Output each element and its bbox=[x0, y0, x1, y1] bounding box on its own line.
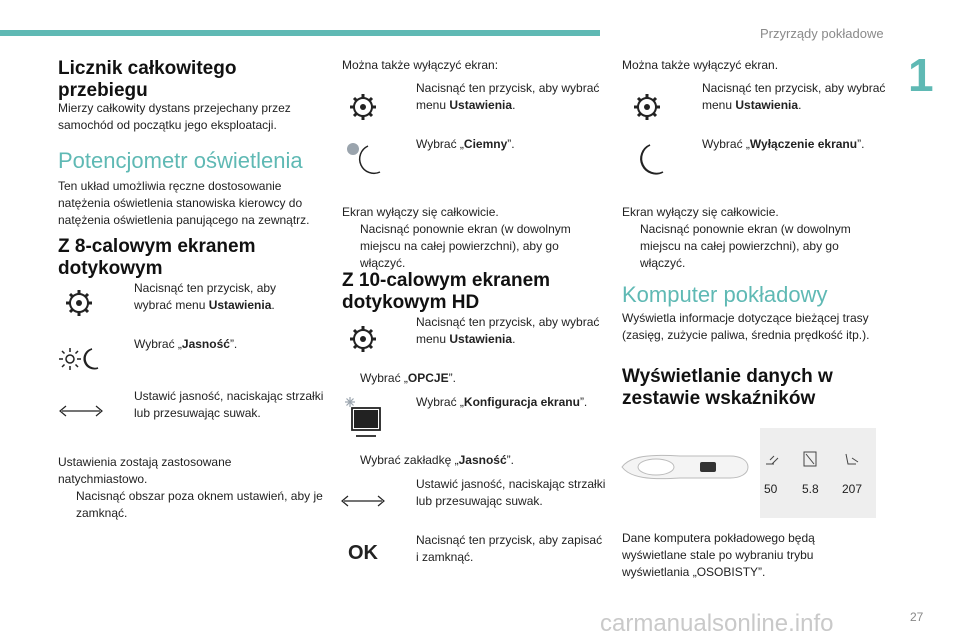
note-applied: Ustawienia zostają zastosowane natychmiastowo. bbox=[58, 455, 232, 486]
col3-off-block bbox=[622, 204, 872, 272]
trip-value-range: 50 bbox=[764, 482, 778, 496]
brightness-icon bbox=[58, 344, 102, 374]
settings-gear-icon bbox=[632, 92, 662, 122]
trip-footer: Dane komputera pokładowego będą wyświetlane stale po wybraniu trybu wyświetlania „OSOBISTY”. bbox=[622, 531, 815, 579]
settings-gear-icon bbox=[64, 288, 94, 318]
heading-komputer: Komputer pokładowy bbox=[622, 282, 828, 307]
col2-intro: Można także wyłączyć ekran: bbox=[342, 58, 499, 72]
potencjometr-text: Ten układ umożliwia ręczne dostosowanie natężenia oświetlenia stanowiska kierowcy do natężenia oświetlenia panującego na zewnątrz. bbox=[58, 179, 310, 227]
chapter-number: 1 bbox=[908, 49, 934, 101]
ok-button[interactable]: OK bbox=[348, 542, 378, 564]
note-block bbox=[58, 454, 324, 522]
heading-potencjometr: Potencjometr oświetlenia bbox=[58, 148, 303, 173]
slider-arrows-icon bbox=[340, 494, 386, 508]
step-col2-2: Wybrać „Ciemny”. bbox=[416, 137, 515, 151]
step-8-2: Wybrać „Jasność”. bbox=[134, 337, 238, 351]
trip-value-consumption: 5.8 bbox=[802, 482, 819, 496]
step-col2-7: Ustawić jasność, naciskając strzałki lub przesuwając suwak. bbox=[416, 477, 606, 508]
section-title: Przyrządy pokładowe bbox=[760, 26, 884, 41]
heading-10-inch: Z 10-calowym ekranem dotykowym HD bbox=[342, 270, 551, 313]
header-bar bbox=[0, 30, 600, 36]
step-8-1: Nacisnąć ten przycisk, aby wybrać menu Ustawienia. bbox=[134, 281, 277, 312]
step-col2-3: Nacisnąć ten przycisk, aby wybrać menu Ustawienia. bbox=[416, 315, 600, 346]
dark-moon-icon bbox=[344, 140, 384, 178]
moon-icon bbox=[630, 142, 666, 178]
trip-value-speed: 207 bbox=[842, 482, 863, 496]
off-restart: Nacisnąć ponownie ekran (w dowolnym miejscu na całej powierzchni), aby go włączyć. bbox=[640, 222, 851, 270]
heading-wyswietlanie: Wyświetlanie danych w zestawie wskaźników bbox=[622, 366, 833, 409]
slider-arrows-icon bbox=[58, 404, 104, 418]
step-col2-5: Wybrać „Konfiguracja ekranu”. bbox=[416, 395, 588, 409]
step-col2-1: Nacisnąć ten przycisk, aby wybrać menu Ustawienia. bbox=[416, 81, 600, 112]
komputer-text: Wyświetla informacje dotyczące bieżącej trasy (zasięg, zużycie paliwa, średnia prędkość itp.). bbox=[622, 311, 870, 342]
speed-icon bbox=[846, 454, 858, 464]
off-restart: Nacisnąć ponownie ekran (w dowolnym miejscu na całej powierzchni), aby go włączyć. bbox=[360, 222, 571, 270]
col3-intro: Można także wyłączyć ekran. bbox=[622, 58, 779, 72]
cluster-display-icon bbox=[620, 452, 750, 482]
settings-gear-icon bbox=[348, 92, 378, 122]
heading-licznik: Licznik całkowitego przebiegu bbox=[58, 58, 237, 101]
range-icon bbox=[766, 456, 778, 464]
licznik-text: Mierzy całkowity dystans przejechany przez samochód od początku jego eksploatacji. bbox=[58, 101, 291, 132]
step-col2-8: Nacisnąć ten przycisk, aby zapisać i zamknąć. bbox=[416, 533, 603, 564]
page-number: 27 bbox=[910, 610, 924, 624]
heading-8-inch: Z 8-calowym ekranem dotykowym bbox=[58, 236, 256, 279]
col2-off-block bbox=[342, 204, 592, 272]
step-8-3: Ustawić jasność, naciskając strzałki lub przesuwając suwak. bbox=[134, 389, 324, 420]
step-col2-6: Wybrać zakładkę „Jasność”. bbox=[360, 453, 514, 467]
trip-icons bbox=[760, 448, 876, 472]
off-text: Ekran wyłączy się całkowicie. bbox=[342, 205, 499, 219]
off-text: Ekran wyłączy się całkowicie. bbox=[622, 205, 779, 219]
step-col2-4: Wybrać „OPCJE”. bbox=[360, 371, 456, 385]
watermark: carmanualsonline.info bbox=[600, 610, 834, 637]
screen-config-icon bbox=[344, 396, 384, 440]
step-col3-2: Wybrać „Wyłączenie ekranu”. bbox=[702, 137, 865, 151]
step-col3-1: Nacisnąć ten przycisk, aby wybrać menu Ustawienia. bbox=[702, 81, 886, 112]
trip-computer-panel bbox=[760, 428, 876, 518]
note-close: Nacisnąć obszar poza oknem ustawień, aby je zamknąć. bbox=[76, 489, 323, 520]
settings-gear-icon bbox=[348, 324, 378, 354]
